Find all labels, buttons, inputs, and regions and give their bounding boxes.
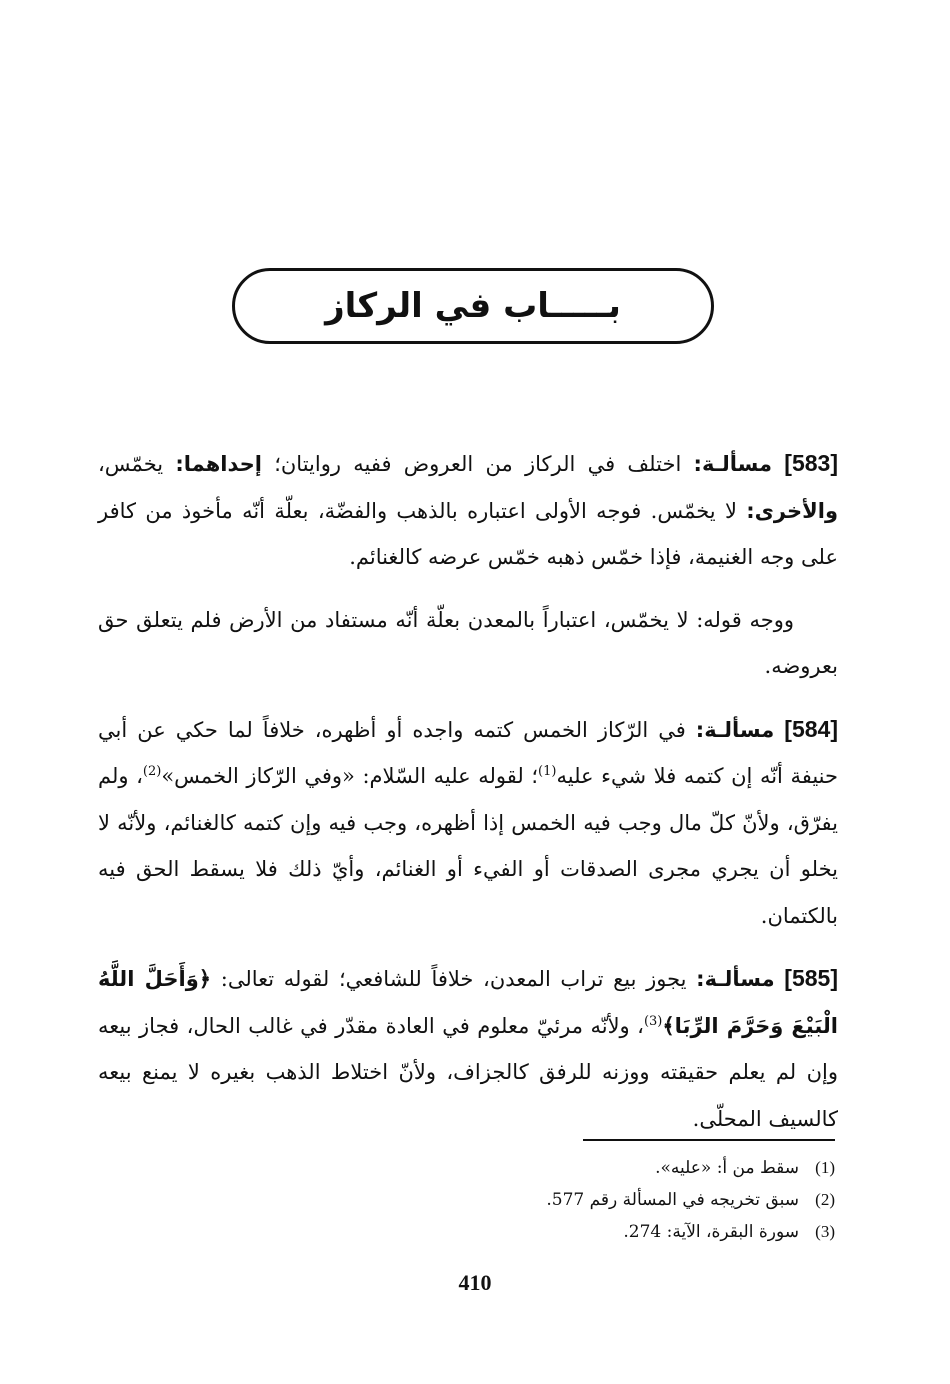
paragraph-text: يخمّس،	[98, 452, 176, 476]
quran-verse: ﴿وَأَحَلَّ اللَّهُ الْبَيْعَ وَحَرَّمَ الرِّبَا﴾	[98, 967, 838, 1038]
issue-keyword: مسألـة:	[696, 967, 775, 991]
issue-keyword: مسألـة:	[693, 452, 772, 476]
chapter-title-frame	[232, 268, 714, 344]
paragraph-583	[98, 440, 838, 581]
footnotes	[300, 1152, 835, 1248]
paragraph-text: ، ولم يفرّق، ولأنّ كلّ مال وجب فيه الخمس إذا أظهره، وجب فيه وإن كتمه كالغنائم، ولأنّه لا يخلو أن يجري مجرى الصدقات أو الفيء أو الغنائم، وأيّ ذلك فلا يسقط الحق فيه بالكتمان.	[98, 764, 838, 928]
footnote-number: (1)	[815, 1158, 835, 1177]
main-text	[98, 440, 838, 1142]
footnote-ref-1[interactable]: (1)	[538, 764, 557, 779]
footnote-item	[300, 1216, 835, 1248]
footnote-number: (2)	[815, 1190, 835, 1209]
second-opinion-keyword: والأخرى:	[746, 498, 838, 523]
footnote-text: سقط من أ: «عليه».	[655, 1158, 799, 1178]
footnote-item	[300, 1184, 835, 1216]
paragraph-text: ووجه قوله: لا يخمّس، اعتباراً بالمعدن بعلّة أنّه مستفاد من الأرض فلم يتعلق حق بعروضه.	[98, 607, 838, 678]
issue-number: [583]	[784, 450, 838, 476]
issue-number: [584]	[784, 715, 838, 742]
paragraph-text: ؛ لقوله عليه السّلام: «وفي الرّكاز الخمس»	[161, 764, 539, 788]
paragraph-584	[98, 706, 838, 940]
paragraph-text: يجوز بيع تراب المعدن، خلافاً للشافعي؛ لقوله تعالى:	[211, 967, 697, 991]
footnote-text: سورة البقرة، الآية: 274.	[623, 1222, 799, 1242]
chapter-title: بـــــاب في الركاز	[325, 286, 621, 326]
footnote-text: سبق تخريجه في المسألة رقم 577.	[546, 1190, 799, 1210]
paragraph-583-continued	[98, 597, 838, 690]
first-opinion-keyword: إحداهما:	[175, 452, 262, 476]
footnote-ref-3[interactable]: (3)	[643, 1013, 663, 1029]
footnote-separator	[583, 1139, 835, 1141]
paragraph-text: في الرّكاز الخمس كتمه واجده أو أظهره، خلافاً لما حكي عن أبي حنيفة أنّه إن كتمه فلا شيء عليه	[98, 717, 839, 788]
issue-number: [585]	[784, 965, 838, 991]
issue-keyword: مسألـة:	[695, 717, 775, 742]
footnote-ref-2[interactable]: (2)	[142, 764, 162, 779]
page-number: 410	[458, 1270, 492, 1295]
footnote-item	[300, 1152, 835, 1184]
paragraph-text: لا يخمّس. فوجه الأولى اعتباره بالذهب والفضّة، بعلّة أنّه مأخوذ من كافر على وجه الغنيمة، فإذا خمّس ذهبه خمّس عرضه كالغنائم.	[98, 498, 838, 569]
paragraph-text: ، ولأنّه مرئيّ معلوم في العادة مقدّر في غالب الحال، فجاز بيعه وإن لم يعلم حقيقته ووزنه للرفق كالجزاف، ولأنّ اختلاط الذهب بغيره لا يمنع بيعه كالسيف المحلّى.	[98, 1013, 838, 1131]
paragraph-585	[98, 955, 838, 1142]
footnote-number: (3)	[815, 1222, 835, 1241]
paragraph-text: اختلف في الركاز من العروض ففيه روايتان؛	[261, 452, 694, 476]
